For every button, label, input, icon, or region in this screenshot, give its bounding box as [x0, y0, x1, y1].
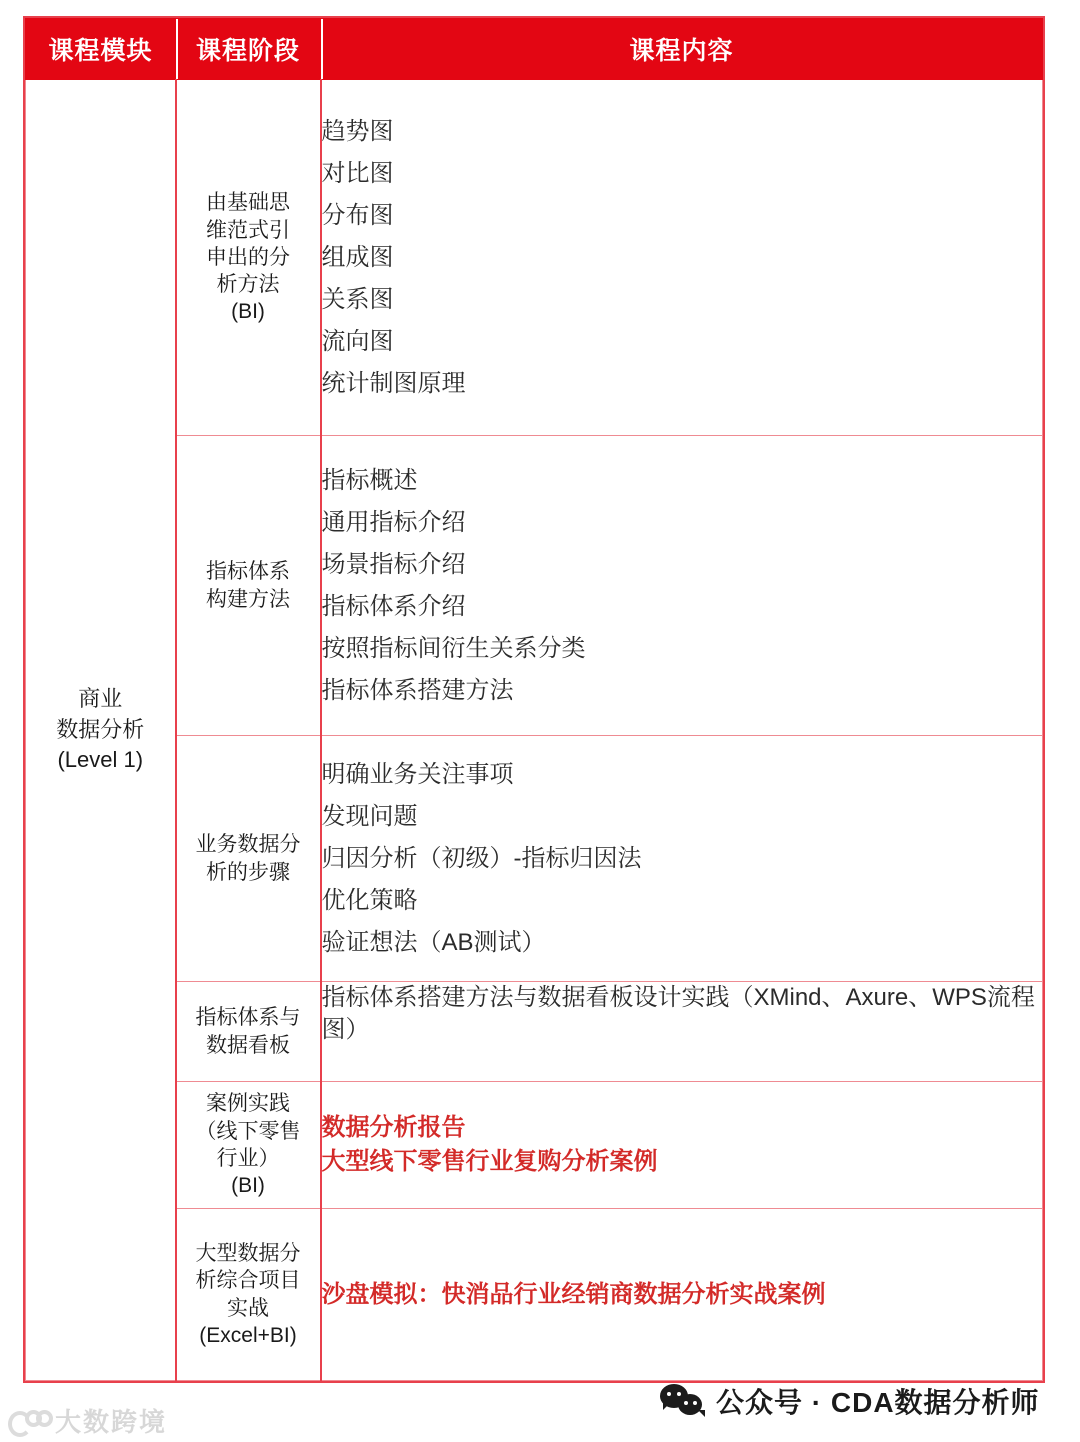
footer-brand-text: 公众号 · CDA数据分析师: [716, 1387, 1040, 1418]
stage-line: 数据看板: [206, 1033, 290, 1057]
module-cell-business-data-analysis: [26, 80, 176, 1381]
header-course-content: 课程内容: [321, 19, 1043, 80]
content-item: 数据分析报告: [321, 1114, 466, 1141]
content-list: [322, 460, 1043, 712]
header-course-stage: 课程阶段: [176, 19, 321, 80]
content-item: 通用指标介绍: [321, 508, 466, 536]
content-item: 大型线下零售行业复购分析案例: [321, 1148, 658, 1175]
stage-cell-2: [176, 736, 321, 982]
stage-line: 实战: [227, 1296, 269, 1320]
module-label-line3: (Level 1): [57, 747, 144, 773]
content-cell-0: [321, 80, 1043, 436]
content-list: [322, 111, 1043, 405]
wechat-tail-back: [663, 1403, 670, 1410]
content-item: 统计制图原理: [321, 369, 466, 397]
watermark: [8, 1402, 167, 1439]
stage-line: 业务数据分: [195, 833, 301, 857]
stage-cell-3: [176, 982, 321, 1082]
content-list: [322, 754, 1043, 964]
stage-line: 析方法: [216, 273, 280, 297]
content-item: 流向图: [321, 327, 394, 355]
stage-line: 指标体系与: [195, 1006, 301, 1030]
stage-line: 析的步骤: [206, 860, 290, 884]
curriculum-table: [25, 18, 1043, 1381]
footer-brand: [660, 1381, 1040, 1421]
content-item: 对比图: [321, 159, 394, 187]
content-cell-3: [321, 982, 1043, 1082]
content-item: 验证想法（AB测试）: [321, 928, 546, 956]
content-list: [322, 1111, 1043, 1179]
content-item: 按照指标间衍生关系分类: [321, 634, 586, 662]
content-cell-1: [321, 436, 1043, 736]
table-header: [26, 19, 1043, 80]
table-row: [26, 436, 1043, 736]
stage-line: 构建方法: [206, 587, 290, 611]
content-paragraph: 指标体系搭建方法与数据看板设计实践（XMind、Axure、WPS流程图）: [321, 984, 1035, 1043]
logo-ring: [36, 1410, 53, 1427]
header-row: [26, 19, 1043, 80]
stage-cell-0: [176, 80, 321, 436]
content-item: 沙盘模拟：快消品行业经销商数据分析实战案例: [321, 1280, 826, 1308]
stage-line: 析综合项目: [195, 1269, 301, 1293]
stage-line: 由基础思: [206, 191, 290, 215]
content-item: 优化策略: [321, 886, 418, 914]
stage-cell-4: [176, 1082, 321, 1209]
content-item: 指标概述: [321, 466, 418, 494]
module-label-line1: 商业: [78, 686, 123, 712]
stage-line: (BI): [231, 300, 265, 324]
content-item: 明确业务关注事项: [321, 760, 514, 788]
dashu-logo-icon: [8, 1408, 48, 1434]
stage-line: 申出的分: [206, 245, 290, 269]
content-item: 趋势图: [321, 117, 394, 145]
content-item: 组成图: [321, 243, 394, 271]
stage-line: 行业）: [216, 1147, 280, 1170]
wechat-dot: [667, 1392, 671, 1396]
table-row: [26, 736, 1043, 982]
table-row: [26, 1082, 1043, 1209]
content-item: 分布图: [321, 201, 394, 229]
wechat-dot: [677, 1392, 681, 1396]
stage-cell-1: [176, 436, 321, 736]
wechat-icon: [660, 1384, 704, 1418]
table-row: [26, 1209, 1043, 1381]
content-item: 指标体系搭建方法: [321, 676, 514, 704]
stage-line: 维范式引: [206, 218, 290, 242]
header-course-module: 课程模块: [26, 19, 176, 80]
wechat-tail-front: [698, 1410, 705, 1417]
content-item: 指标体系介绍: [321, 592, 466, 620]
content-item: 发现问题: [321, 802, 418, 830]
content-item: 场景指标介绍: [321, 550, 466, 578]
content-cell-4: [321, 1082, 1043, 1209]
content-cell-5: [321, 1209, 1043, 1381]
stage-line: (Excel+BI): [199, 1323, 297, 1347]
watermark-text: 大数跨境: [55, 1407, 168, 1437]
table-body: [26, 80, 1043, 1381]
stage-cell-5: [176, 1209, 321, 1381]
stage-line: 案例实践: [206, 1092, 290, 1116]
content-list: [322, 1278, 1043, 1312]
wechat-dot: [693, 1401, 697, 1405]
content-item: 关系图: [321, 285, 394, 313]
stage-line: (BI): [231, 1174, 265, 1198]
stage-line: 指标体系: [206, 560, 290, 584]
content-item: 归因分析（初级）-指标归因法: [321, 844, 642, 872]
module-label-line2: 数据分析: [56, 716, 145, 742]
content-cell-2: [321, 736, 1043, 982]
wechat-dot: [684, 1401, 688, 1405]
table-row: [26, 982, 1043, 1082]
table-row: [26, 80, 1043, 436]
stage-line: 大型数据分: [195, 1241, 301, 1265]
stage-line: （线下零售: [195, 1119, 301, 1143]
